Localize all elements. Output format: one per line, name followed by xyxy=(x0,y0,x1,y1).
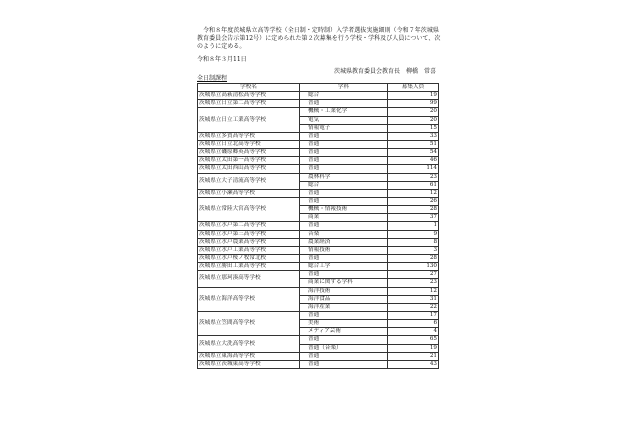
capacity: 37 xyxy=(388,214,439,222)
table-row xyxy=(198,336,439,344)
department: 農林科学 xyxy=(300,173,388,181)
department: 情報技術 xyxy=(300,246,388,254)
department: 普通 xyxy=(300,360,388,368)
table-row xyxy=(198,92,439,100)
course-label: 全日制課程 xyxy=(197,75,228,82)
department: 普通 xyxy=(300,197,388,205)
school-name: 茨城県立海洋高等学校 xyxy=(198,287,300,311)
capacity: 33 xyxy=(388,132,439,140)
header-school: 学校名 xyxy=(198,84,300,92)
capacity: 12 xyxy=(388,189,439,197)
school-name: 茨城県立水戸農業高等学校 xyxy=(198,238,300,246)
capacity: 23 xyxy=(388,173,439,181)
table-row xyxy=(198,173,439,181)
department: 普通 xyxy=(300,352,388,360)
capacity: 99 xyxy=(388,100,439,108)
department: 農業経済 xyxy=(300,238,388,246)
department: 美術 xyxy=(300,320,388,328)
school-name: 茨城県立水戸第三高等学校 xyxy=(198,230,300,238)
department: 商業 xyxy=(300,214,388,222)
capacity: 19 xyxy=(388,344,439,352)
table-row xyxy=(198,189,439,197)
capacity: 22 xyxy=(388,303,439,311)
table-row xyxy=(198,197,439,205)
capacity: 6 xyxy=(388,320,439,328)
department: 普通 xyxy=(300,132,388,140)
table-row xyxy=(198,157,439,165)
capacity: 12 xyxy=(388,287,439,295)
table-row xyxy=(198,271,439,279)
capacity: 1 xyxy=(388,222,439,230)
school-name: 茨城県立小瀬高等学校 xyxy=(198,189,300,197)
capacity: 23 xyxy=(388,279,439,287)
table-row xyxy=(198,230,439,238)
recruitment-table xyxy=(197,83,439,369)
capacity: 9 xyxy=(388,230,439,238)
school-name: 茨城県立日立第二高等学校 xyxy=(198,100,300,108)
table-row xyxy=(198,140,439,148)
intro-paragraph: 令和８年度茨城県立高等学校（全日制・定時制）入学者選抜実施細則（令和７年茨城県教育委員会告示第12号）に定められた第２次募集を行う学校・学科及び人員について、次のように定める。 xyxy=(197,27,441,50)
table-row xyxy=(198,311,439,319)
school-name: 茨城県立常陸大宮高等学校 xyxy=(198,197,300,221)
department: 音楽 xyxy=(300,230,388,238)
department: 普通 xyxy=(300,157,388,165)
table-row xyxy=(198,222,439,230)
department: 普通 xyxy=(300,149,388,157)
table-row xyxy=(198,108,439,116)
capacity: 43 xyxy=(388,360,439,368)
school-name: 茨城県立太田西山高等学校 xyxy=(198,165,300,173)
department: 総合 xyxy=(300,181,388,189)
school-name: 茨城県立水戸工業高等学校 xyxy=(198,246,300,254)
capacity: 65 xyxy=(388,336,439,344)
department: 海洋食品 xyxy=(300,295,388,303)
department: 普通 xyxy=(300,254,388,262)
school-name: 茨城県立勝田工業高等学校 xyxy=(198,263,300,271)
capacity: 28 xyxy=(388,254,439,262)
department: 普通 xyxy=(300,271,388,279)
capacity: 54 xyxy=(388,149,439,157)
department: 海洋産業 xyxy=(300,303,388,311)
department: 普通 xyxy=(300,165,388,173)
table-row xyxy=(198,165,439,173)
document-page xyxy=(197,27,442,369)
department: 普通 xyxy=(300,100,388,108)
table-row xyxy=(198,287,439,295)
table-row xyxy=(198,246,439,254)
school-name: 茨城県立磯原郷英高等学校 xyxy=(198,149,300,157)
capacity: 31 xyxy=(388,295,439,303)
department: 普通 xyxy=(300,336,388,344)
department: 情報電子 xyxy=(300,124,388,132)
capacity: 8 xyxy=(388,238,439,246)
table-row xyxy=(198,132,439,140)
school-name: 茨城県立多賀高等学校 xyxy=(198,132,300,140)
department: 機械・情報技術 xyxy=(300,206,388,214)
capacity: 46 xyxy=(388,157,439,165)
school-name: 茨城県立東海高等学校 xyxy=(198,352,300,360)
department: 機械・工業化学 xyxy=(300,108,388,116)
school-name: 茨城県立水戸第二高等学校 xyxy=(198,222,300,230)
capacity: 3 xyxy=(388,246,439,254)
school-name: 茨城県立茨城東高等学校 xyxy=(198,360,300,368)
capacity: 114 xyxy=(388,165,439,173)
issue-date: 令和８年３月11日 xyxy=(197,56,247,63)
school-name: 茨城県立日立北高等学校 xyxy=(198,140,300,148)
table-row xyxy=(198,352,439,360)
table-row xyxy=(198,100,439,108)
capacity: 20 xyxy=(388,116,439,124)
capacity: 15 xyxy=(388,124,439,132)
school-name: 茨城県立大子清流高等学校 xyxy=(198,173,300,189)
capacity: 17 xyxy=(388,311,439,319)
capacity: 26 xyxy=(388,197,439,205)
school-name: 茨城県立水戸桜ノ牧常北校 xyxy=(198,254,300,262)
capacity: 4 xyxy=(388,328,439,336)
table-row xyxy=(198,254,439,262)
issuer: 茨城県教育委員会教育長 柳橋 常喜 xyxy=(333,68,436,75)
table-row xyxy=(198,360,439,368)
department: 商業に関する学科 xyxy=(300,279,388,287)
department: 普通 xyxy=(300,189,388,197)
header-department: 学科 xyxy=(300,84,388,92)
department: 海洋技術 xyxy=(300,287,388,295)
capacity: 20 xyxy=(388,108,439,116)
capacity: 27 xyxy=(388,271,439,279)
department: 電気 xyxy=(300,116,388,124)
header-capacity: 募集人員 xyxy=(388,84,439,92)
capacity: 51 xyxy=(388,140,439,148)
table-row xyxy=(198,263,439,271)
school-name: 茨城県立太田第一高等学校 xyxy=(198,157,300,165)
department: 普通 xyxy=(300,222,388,230)
capacity: 61 xyxy=(388,181,439,189)
school-name: 茨城県立笠間高等学校 xyxy=(198,311,300,335)
department: 総合工学 xyxy=(300,263,388,271)
capacity: 21 xyxy=(388,352,439,360)
capacity: 28 xyxy=(388,206,439,214)
school-name: 茨城県立高萩清松高等学校 xyxy=(198,92,300,100)
department: メディア芸術 xyxy=(300,328,388,336)
school-name: 茨城県立大洗高等学校 xyxy=(198,336,300,352)
department: 普通（音楽） xyxy=(300,344,388,352)
department: 総合 xyxy=(300,92,388,100)
school-name: 茨城県立那珂湊高等学校 xyxy=(198,271,300,287)
school-name: 茨城県立日立工業高等学校 xyxy=(198,108,300,132)
table-row xyxy=(198,238,439,246)
capacity: 130 xyxy=(388,263,439,271)
department: 普通 xyxy=(300,311,388,319)
department: 普通 xyxy=(300,140,388,148)
capacity: 19 xyxy=(388,92,439,100)
table-row xyxy=(198,149,439,157)
